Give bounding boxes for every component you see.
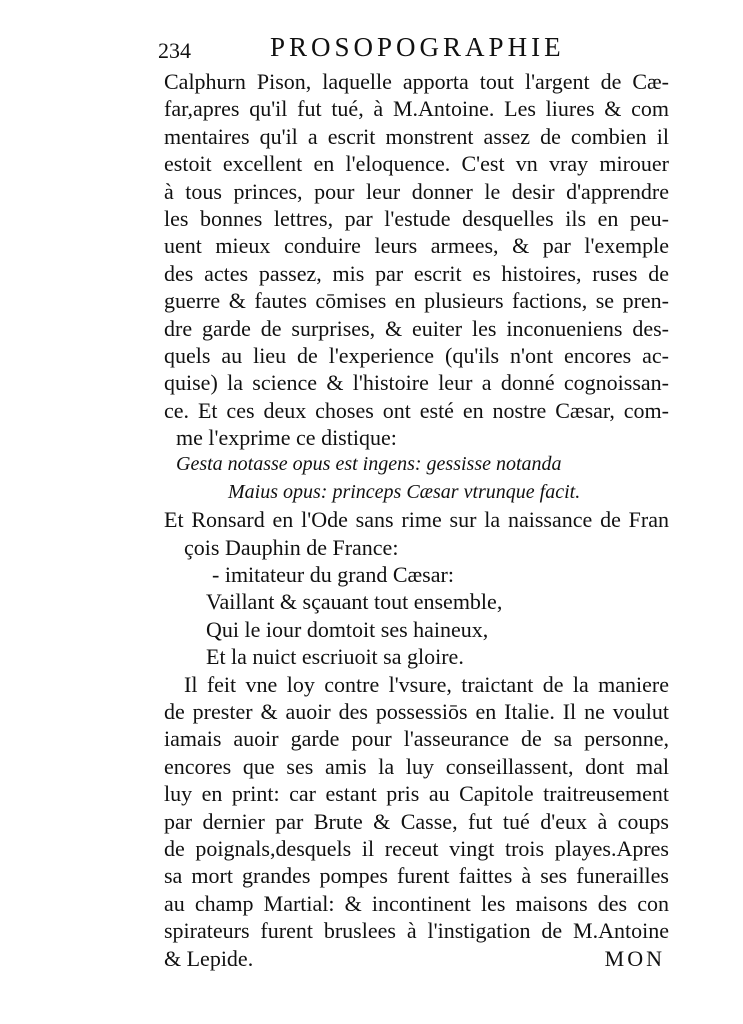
text-line: dre garde de surprises, & euiter les inconueniens des- [164,315,669,341]
text-line: luy en print: car estant pris au Capitole traitreusement [164,781,669,807]
body-text [164,68,669,972]
text-line: quise) la science & l'histoire leur a donné cognoissan- [164,370,669,396]
french-verse-line: Qui le iour domtoit ses haineux, [206,616,489,642]
text-line: encores que ses amis la luy conseillassent, dont mal [164,753,669,779]
text-line: par dernier par Brute & Casse, fut tué d'eux à coups [164,808,669,834]
final-line-row [164,945,669,972]
text-line: iamais auoir garde pour l'asseurance de sa personne, [164,726,669,752]
latin-verse-line: Gesta notasse opus est ingens: gessisse notanda [176,453,562,476]
text-line: Il feit vne loy contre l'vsure, traictant de la maniere [184,671,669,697]
text-line: me l'exprime ce distique: [176,425,397,451]
text-line: de poignals,desquels il receut vingt trois playes.Apres [164,835,669,861]
text-line: mentaires qu'il a escrit monstrent assez de combien il [164,123,669,149]
french-verse-line: - imitateur du grand Cæsar: [212,562,454,588]
catchword: MON [604,945,665,971]
text-line: des actes passez, mis par escrit es histoires, ruses de [164,260,669,286]
text-line: à tous princes, pour leur donner le desir d'apprendre [164,178,669,204]
text-line: quels au lieu de l'experience (qu'ils n'ont encores ac- [164,342,669,368]
text-line: les bonnes lettres, par l'estude desquelles ils en peu- [164,205,669,231]
text-line: spirateurs furent bruslees à l'instigation de M.Antoine [164,918,669,944]
text-line: estoit excellent en l'eloquence. C'est vn vray mirouer [164,151,669,177]
text-line: far,apres qu'il fut tué, à M.Antoine. Les liures & com [164,96,669,122]
text-line: çois Dauphin de France: [184,534,399,560]
page-header [158,32,678,66]
text-line: ce. Et ces deux choses ont esté en nostre Cæsar, com- [164,397,669,423]
text-line: sa mort grandes pompes furent faittes à ses funerailles [164,863,669,889]
page-number: 234 [158,38,191,63]
text-line: guerre & fautes cōmises en plusieurs factions, se pren- [164,288,669,314]
running-title: PROSOPOGRAPHIE [270,32,565,62]
text-line: Calphurn Pison, laquelle apporta tout l'argent de Cæ- [164,69,669,94]
text-line: de prester & auoir des possessiōs en Italie. Il ne voulut [164,698,669,724]
french-verse-line: Et la nuict escriuoit sa gloire. [206,644,464,670]
text-line: uent mieux conduire leurs armees, & par l'exemple [164,233,669,259]
french-verse-line: Vaillant & sçauant tout ensemble, [206,589,503,615]
text-line: & Lepide. [164,945,254,971]
text-line: Et Ronsard en l'Ode sans rime sur la naissance de Fran [164,507,669,533]
latin-verse-line: Maius opus: princeps Cæsar vtrunque facit. [228,480,581,503]
text-line: au champ Martial: & incontinent les maisons des con [164,890,669,916]
